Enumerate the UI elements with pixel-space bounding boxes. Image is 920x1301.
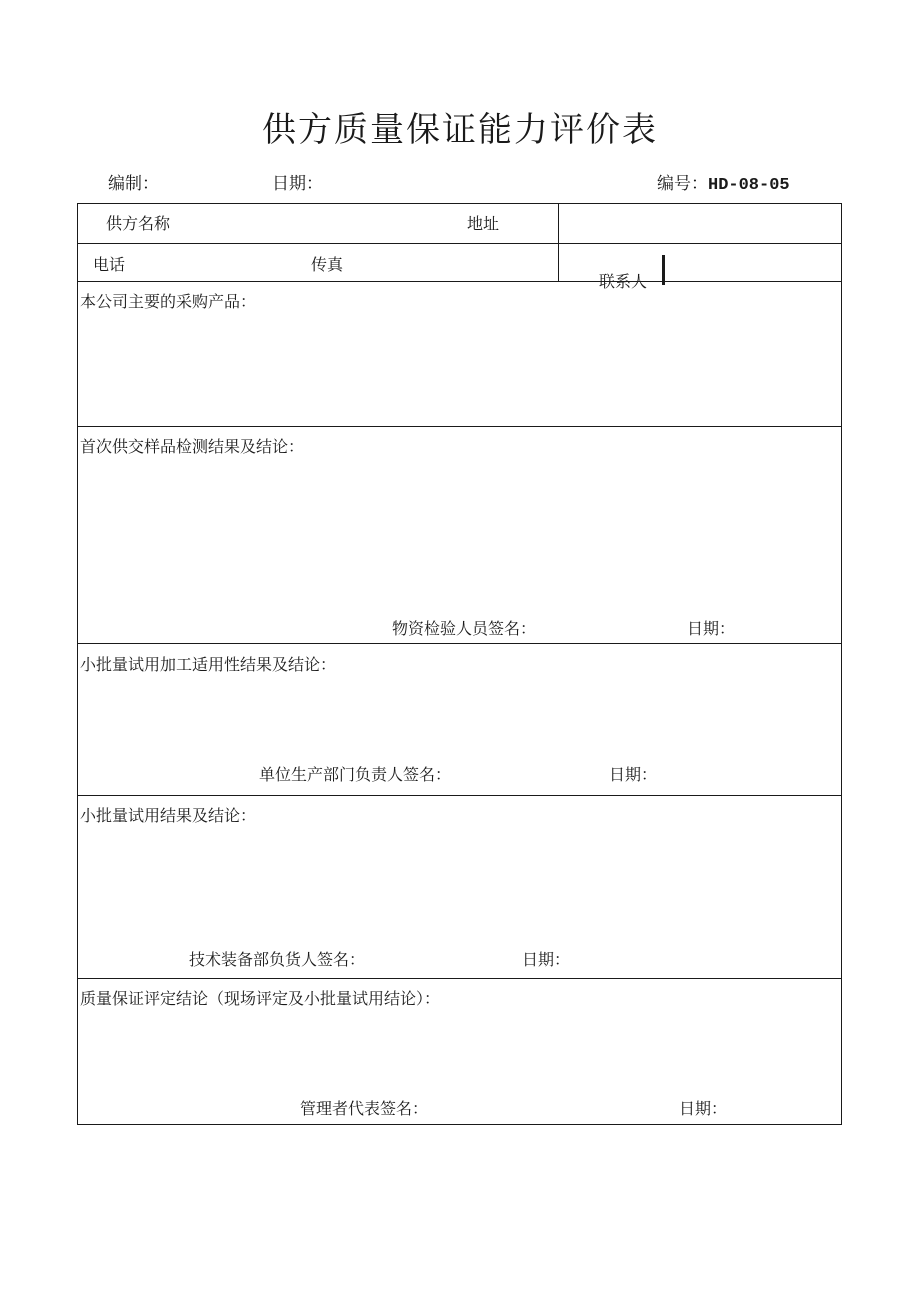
small-batch-trial-label: 小批量试用结果及结论：: [80, 806, 257, 825]
evaluation-form: [77, 203, 842, 1125]
contact-marker: [662, 255, 665, 285]
document-number-label: 编号：: [657, 174, 708, 194]
small-batch-processing-signature-label: 单位生产部门负责人签名：: [259, 765, 452, 784]
document-number-value: HD-08-05: [708, 176, 790, 195]
small-batch-processing-date-label: 日期：: [609, 765, 658, 784]
small-batch-trial-date-label: 日期：: [522, 950, 571, 969]
first-sample-date-label: 日期：: [687, 619, 736, 638]
page-title: 供方质量保证能力评价表: [262, 110, 658, 150]
first-sample-label: 首次供交样品检测结果及结论：: [80, 437, 305, 456]
first-sample-signature-label: 物资检验人员签名：: [392, 619, 537, 638]
small-batch-trial-signature-label: 技术装备部负货人签名：: [189, 950, 366, 969]
row-divider: [78, 978, 841, 979]
phone-label: 电话: [93, 255, 126, 274]
fax-label: 传真: [311, 255, 344, 274]
quality-assurance-signature-label: 管理者代表签名：: [300, 1099, 429, 1118]
row-divider: [78, 795, 841, 796]
row-divider: [78, 281, 841, 282]
row-divider: [78, 643, 841, 644]
supplier-name-label: 供方名称: [106, 214, 171, 233]
date-label: 日期：: [272, 174, 323, 194]
main-products-label: 本公司主要的采购产品：: [80, 292, 257, 311]
contact-cell: [559, 245, 841, 291]
contact-label: 联系人: [599, 272, 648, 291]
quality-assurance-date-label: 日期：: [679, 1099, 728, 1118]
small-batch-processing-label: 小批量试用加工适用性结果及结论：: [80, 655, 337, 674]
row-divider: [78, 426, 841, 427]
prepared-by-label: 编制：: [108, 174, 159, 194]
row-divider: [78, 243, 841, 244]
quality-assurance-label: 质量保证评定结论（现场评定及小批量试用结论）：: [80, 989, 441, 1008]
address-label: 地址: [467, 214, 500, 233]
document-number: [657, 172, 790, 198]
